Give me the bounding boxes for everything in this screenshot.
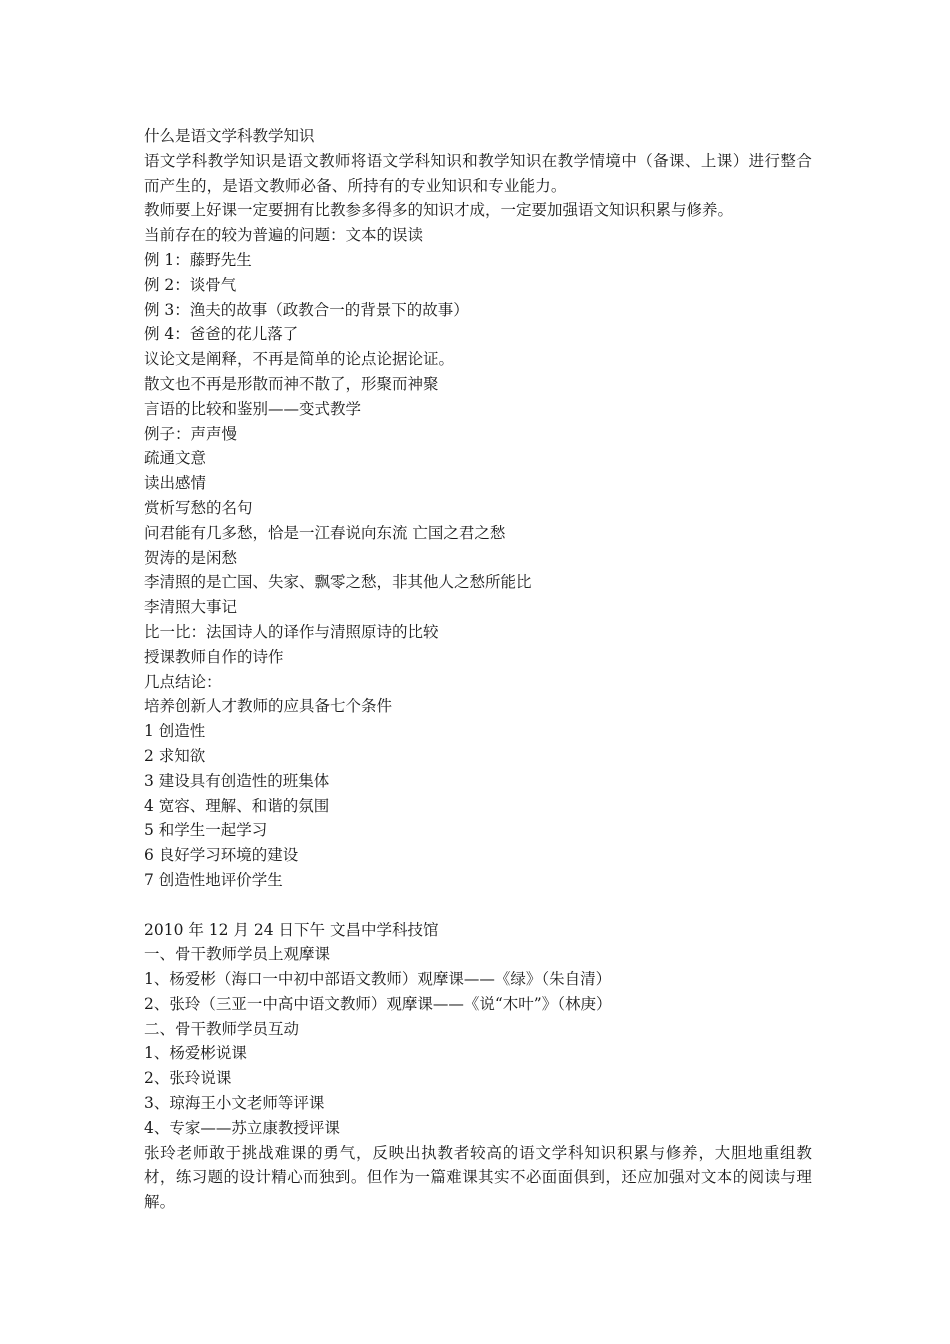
- section-title: 什么是语文学科教学知识: [144, 127, 315, 145]
- note-line: 李清照的是亡国、失家、飘零之愁，非其他人之愁所能比: [144, 573, 532, 592]
- note-line: 读出感情: [144, 474, 207, 493]
- note-line: 议论文是阐释，不再是简单的论点论据论证。: [144, 350, 455, 369]
- summary-paragraph: 张玲老师敢于挑战难课的勇气，反映出执教者较高的语文学科知识积累与修养，大胆地重组教材，练习题的设计精心而独到。但作为一篇难课其实不必面面俱到，还应加强对文本的阅读与理解。: [144, 1143, 812, 1212]
- example-item: 例 3：渔夫的故事（政教合一的背景下的故事）: [144, 300, 469, 319]
- note-line: 赏析写愁的名句: [144, 498, 253, 517]
- blank-line: [144, 893, 812, 918]
- condition-item: 5 和学生一起学习: [144, 821, 268, 840]
- example-item: 例 4：爸爸的花儿落了: [144, 325, 299, 344]
- part-title: 一、骨干教师学员上观摩课: [144, 945, 331, 964]
- session-header: 2010 年 12 月 24 日下午 文昌中学科技馆: [144, 920, 439, 939]
- problem-line: 当前存在的较为普遍的问题：文本的误读: [144, 226, 424, 245]
- part-item: 2、张玲（三亚一中高中语文教师）观摩课——《说“木叶”》（林庚）: [144, 994, 612, 1013]
- condition-item: 1 创造性: [144, 722, 206, 741]
- condition-item: 6 良好学习环境的建设: [144, 846, 299, 865]
- note-line: 比一比：法国诗人的译作与清照原诗的比较: [144, 622, 439, 641]
- condition-item: 4 宽容、理解、和谐的氛围: [144, 796, 330, 815]
- part-item: 2、张玲说课: [144, 1069, 232, 1088]
- note-line: 授课教师自作的诗作: [144, 647, 284, 666]
- note-line: 李清照大事记: [144, 598, 238, 617]
- note-line: 几点结论：: [144, 672, 222, 691]
- requirement-line: 教师要上好课一定要拥有比教参多得多的知识才成，一定要加强语文知识积累与修养。: [144, 201, 734, 220]
- condition-item: 3 建设具有创造性的班集体: [144, 771, 330, 790]
- part-title: 二、骨干教师学员互动: [144, 1019, 300, 1038]
- note-line: 疏通文意: [144, 449, 207, 468]
- part-item: 3、琼海王小文老师等评课: [144, 1094, 325, 1113]
- note-line: 例子：声声慢: [144, 424, 238, 443]
- note-line: 培养创新人才教师的应具备七个条件: [144, 697, 393, 716]
- example-item: 例 2：谈骨气: [144, 275, 237, 294]
- document-page: [144, 124, 812, 1215]
- part-item: 1、杨爱彬说课: [144, 1044, 247, 1063]
- example-item: 例 1：藤野先生: [144, 250, 252, 269]
- part-item: 4、专家——苏立康教授评课: [144, 1118, 340, 1137]
- part-item: 1、杨爱彬（海口一中初中部语文教师）观摩课——《绿》（朱自清）: [144, 970, 612, 989]
- condition-item: 7 创造性地评价学生: [144, 870, 283, 889]
- note-line: 贺涛的是闲愁: [144, 548, 238, 567]
- condition-item: 2 求知欲: [144, 746, 206, 765]
- note-line: 言语的比较和鉴别——变式教学: [144, 399, 362, 418]
- definition-paragraph: 语文学科教学知识是语文教师将语文学科知识和教学知识在教学情境中（备课、上课）进行整合而产生的，是语文教师必备、所持有的专业知识和专业能力。: [144, 151, 812, 195]
- note-line: 问君能有几多愁，恰是一江春说向东流 亡国之君之愁: [144, 523, 506, 542]
- note-line: 散文也不再是形散而神不散了，形聚而神聚: [144, 374, 439, 393]
